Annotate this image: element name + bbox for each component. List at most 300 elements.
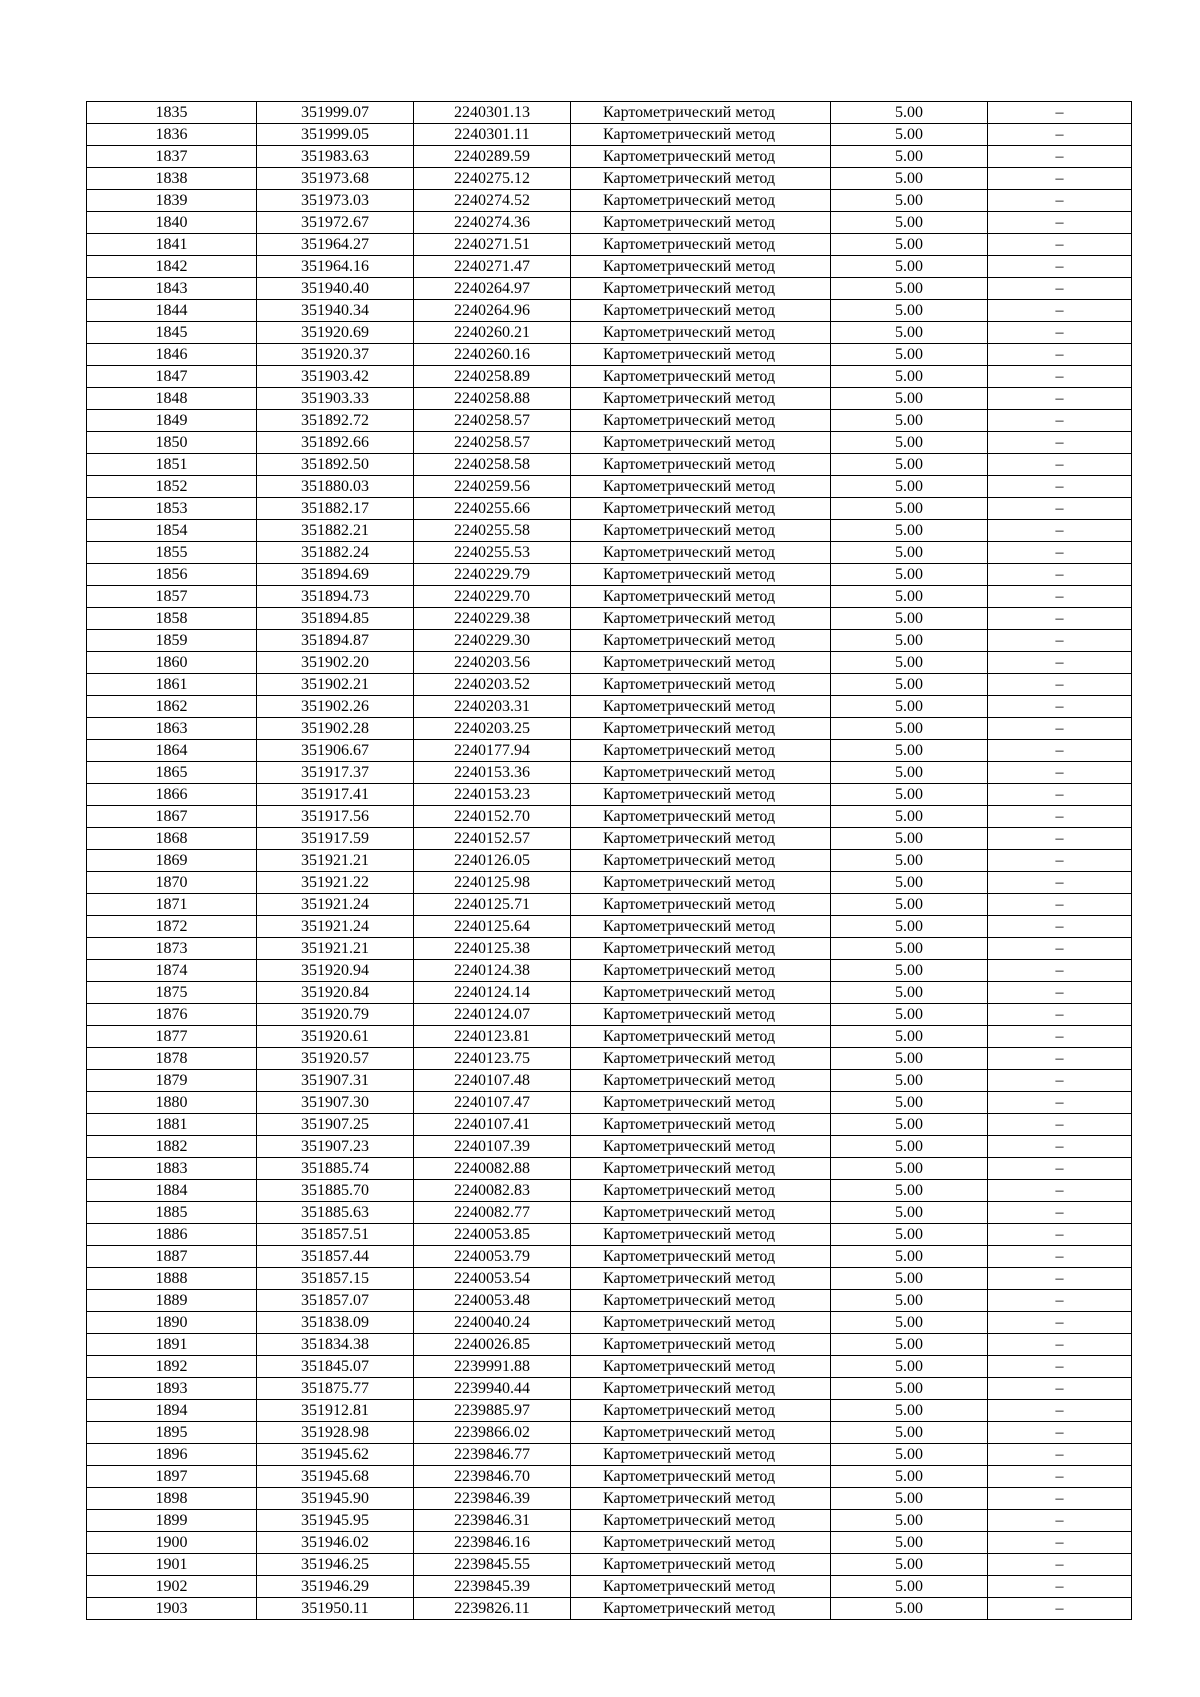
x-coordinate-cell: 351902.28 xyxy=(257,718,414,740)
note-cell: – xyxy=(988,784,1132,806)
table-row xyxy=(87,1356,1132,1378)
table-row xyxy=(87,1114,1132,1136)
y-coordinate-cell: 2240274.52 xyxy=(414,190,571,212)
accuracy-cell: 5.00 xyxy=(831,520,988,542)
x-coordinate-cell: 351894.69 xyxy=(257,564,414,586)
y-coordinate-cell: 2240082.83 xyxy=(414,1180,571,1202)
accuracy-cell: 5.00 xyxy=(831,916,988,938)
x-coordinate-cell: 351845.07 xyxy=(257,1356,414,1378)
method-cell: Картометрический метод xyxy=(571,784,831,806)
table-row xyxy=(87,652,1132,674)
x-coordinate-cell: 351892.72 xyxy=(257,410,414,432)
table-row xyxy=(87,1422,1132,1444)
table-row xyxy=(87,1290,1132,1312)
note-cell: – xyxy=(988,894,1132,916)
x-coordinate-cell: 351857.15 xyxy=(257,1268,414,1290)
accuracy-cell: 5.00 xyxy=(831,1202,988,1224)
point-number-cell: 1885 xyxy=(87,1202,257,1224)
method-cell: Картометрический метод xyxy=(571,1048,831,1070)
note-cell: – xyxy=(988,762,1132,784)
note-cell: – xyxy=(988,1246,1132,1268)
point-number-cell: 1884 xyxy=(87,1180,257,1202)
note-cell: – xyxy=(988,1598,1132,1620)
method-cell: Картометрический метод xyxy=(571,1092,831,1114)
x-coordinate-cell: 351972.67 xyxy=(257,212,414,234)
y-coordinate-cell: 2240203.56 xyxy=(414,652,571,674)
note-cell: – xyxy=(988,322,1132,344)
table-row xyxy=(87,806,1132,828)
point-number-cell: 1857 xyxy=(87,586,257,608)
point-number-cell: 1887 xyxy=(87,1246,257,1268)
accuracy-cell: 5.00 xyxy=(831,454,988,476)
method-cell: Картометрический метод xyxy=(571,234,831,256)
note-cell: – xyxy=(988,542,1132,564)
accuracy-cell: 5.00 xyxy=(831,872,988,894)
note-cell: – xyxy=(988,718,1132,740)
accuracy-cell: 5.00 xyxy=(831,1136,988,1158)
method-cell: Картометрический метод xyxy=(571,1114,831,1136)
y-coordinate-cell: 2240203.52 xyxy=(414,674,571,696)
y-coordinate-cell: 2239846.77 xyxy=(414,1444,571,1466)
note-cell: – xyxy=(988,212,1132,234)
x-coordinate-cell: 351945.95 xyxy=(257,1510,414,1532)
note-cell: – xyxy=(988,586,1132,608)
accuracy-cell: 5.00 xyxy=(831,278,988,300)
accuracy-cell: 5.00 xyxy=(831,1290,988,1312)
coordinates-table xyxy=(86,101,1132,1620)
x-coordinate-cell: 351999.07 xyxy=(257,102,414,124)
y-coordinate-cell: 2239826.11 xyxy=(414,1598,571,1620)
note-cell: – xyxy=(988,168,1132,190)
y-coordinate-cell: 2240125.64 xyxy=(414,916,571,938)
accuracy-cell: 5.00 xyxy=(831,938,988,960)
note-cell: – xyxy=(988,1158,1132,1180)
table-row xyxy=(87,234,1132,256)
method-cell: Картометрический метод xyxy=(571,454,831,476)
point-number-cell: 1894 xyxy=(87,1400,257,1422)
method-cell: Картометрический метод xyxy=(571,1510,831,1532)
note-cell: – xyxy=(988,1268,1132,1290)
table-row xyxy=(87,1598,1132,1620)
table-row xyxy=(87,1532,1132,1554)
x-coordinate-cell: 351946.25 xyxy=(257,1554,414,1576)
y-coordinate-cell: 2240082.88 xyxy=(414,1158,571,1180)
table-row xyxy=(87,1026,1132,1048)
note-cell: – xyxy=(988,1444,1132,1466)
y-coordinate-cell: 2240255.53 xyxy=(414,542,571,564)
accuracy-cell: 5.00 xyxy=(831,652,988,674)
y-coordinate-cell: 2240260.21 xyxy=(414,322,571,344)
x-coordinate-cell: 351917.37 xyxy=(257,762,414,784)
point-number-cell: 1889 xyxy=(87,1290,257,1312)
x-coordinate-cell: 351940.34 xyxy=(257,300,414,322)
x-coordinate-cell: 351892.50 xyxy=(257,454,414,476)
y-coordinate-cell: 2240125.98 xyxy=(414,872,571,894)
y-coordinate-cell: 2240301.13 xyxy=(414,102,571,124)
point-number-cell: 1879 xyxy=(87,1070,257,1092)
table-row xyxy=(87,432,1132,454)
table-row xyxy=(87,828,1132,850)
point-number-cell: 1859 xyxy=(87,630,257,652)
table-row xyxy=(87,1334,1132,1356)
method-cell: Картометрический метод xyxy=(571,1202,831,1224)
point-number-cell: 1848 xyxy=(87,388,257,410)
accuracy-cell: 5.00 xyxy=(831,1554,988,1576)
table-row xyxy=(87,608,1132,630)
point-number-cell: 1860 xyxy=(87,652,257,674)
point-number-cell: 1901 xyxy=(87,1554,257,1576)
point-number-cell: 1868 xyxy=(87,828,257,850)
x-coordinate-cell: 351917.41 xyxy=(257,784,414,806)
note-cell: – xyxy=(988,1202,1132,1224)
accuracy-cell: 5.00 xyxy=(831,366,988,388)
accuracy-cell: 5.00 xyxy=(831,146,988,168)
point-number-cell: 1850 xyxy=(87,432,257,454)
accuracy-cell: 5.00 xyxy=(831,1312,988,1334)
x-coordinate-cell: 351920.61 xyxy=(257,1026,414,1048)
method-cell: Картометрический метод xyxy=(571,256,831,278)
point-number-cell: 1872 xyxy=(87,916,257,938)
note-cell: – xyxy=(988,1004,1132,1026)
x-coordinate-cell: 351921.24 xyxy=(257,916,414,938)
note-cell: – xyxy=(988,850,1132,872)
y-coordinate-cell: 2240053.79 xyxy=(414,1246,571,1268)
y-coordinate-cell: 2240152.57 xyxy=(414,828,571,850)
method-cell: Картометрический метод xyxy=(571,828,831,850)
accuracy-cell: 5.00 xyxy=(831,432,988,454)
y-coordinate-cell: 2239846.39 xyxy=(414,1488,571,1510)
x-coordinate-cell: 351857.51 xyxy=(257,1224,414,1246)
note-cell: – xyxy=(988,872,1132,894)
accuracy-cell: 5.00 xyxy=(831,674,988,696)
x-coordinate-cell: 351894.73 xyxy=(257,586,414,608)
x-coordinate-cell: 351892.66 xyxy=(257,432,414,454)
table-row xyxy=(87,1136,1132,1158)
note-cell: – xyxy=(988,520,1132,542)
x-coordinate-cell: 351921.21 xyxy=(257,850,414,872)
x-coordinate-cell: 351903.33 xyxy=(257,388,414,410)
x-coordinate-cell: 351964.27 xyxy=(257,234,414,256)
point-number-cell: 1853 xyxy=(87,498,257,520)
note-cell: – xyxy=(988,498,1132,520)
accuracy-cell: 5.00 xyxy=(831,784,988,806)
point-number-cell: 1883 xyxy=(87,1158,257,1180)
x-coordinate-cell: 351907.25 xyxy=(257,1114,414,1136)
x-coordinate-cell: 351917.59 xyxy=(257,828,414,850)
y-coordinate-cell: 2240107.48 xyxy=(414,1070,571,1092)
note-cell: – xyxy=(988,1532,1132,1554)
x-coordinate-cell: 351885.74 xyxy=(257,1158,414,1180)
accuracy-cell: 5.00 xyxy=(831,828,988,850)
accuracy-cell: 5.00 xyxy=(831,1422,988,1444)
table-row xyxy=(87,1268,1132,1290)
point-number-cell: 1870 xyxy=(87,872,257,894)
point-number-cell: 1871 xyxy=(87,894,257,916)
accuracy-cell: 5.00 xyxy=(831,124,988,146)
table-row xyxy=(87,894,1132,916)
table-row xyxy=(87,1202,1132,1224)
y-coordinate-cell: 2239866.02 xyxy=(414,1422,571,1444)
method-cell: Картометрический метод xyxy=(571,322,831,344)
accuracy-cell: 5.00 xyxy=(831,740,988,762)
accuracy-cell: 5.00 xyxy=(831,630,988,652)
method-cell: Картометрический метод xyxy=(571,1532,831,1554)
table-row xyxy=(87,1224,1132,1246)
accuracy-cell: 5.00 xyxy=(831,1510,988,1532)
accuracy-cell: 5.00 xyxy=(831,168,988,190)
y-coordinate-cell: 2240264.96 xyxy=(414,300,571,322)
accuracy-cell: 5.00 xyxy=(831,1004,988,1026)
y-coordinate-cell: 2240153.23 xyxy=(414,784,571,806)
table-row xyxy=(87,322,1132,344)
accuracy-cell: 5.00 xyxy=(831,388,988,410)
method-cell: Картометрический метод xyxy=(571,1554,831,1576)
note-cell: – xyxy=(988,388,1132,410)
point-number-cell: 1896 xyxy=(87,1444,257,1466)
table-row xyxy=(87,278,1132,300)
point-number-cell: 1840 xyxy=(87,212,257,234)
accuracy-cell: 5.00 xyxy=(831,806,988,828)
x-coordinate-cell: 351875.77 xyxy=(257,1378,414,1400)
y-coordinate-cell: 2240229.79 xyxy=(414,564,571,586)
table-row xyxy=(87,168,1132,190)
note-cell: – xyxy=(988,1114,1132,1136)
x-coordinate-cell: 351921.22 xyxy=(257,872,414,894)
table-row xyxy=(87,366,1132,388)
table-row xyxy=(87,520,1132,542)
point-number-cell: 1873 xyxy=(87,938,257,960)
y-coordinate-cell: 2240107.47 xyxy=(414,1092,571,1114)
x-coordinate-cell: 351880.03 xyxy=(257,476,414,498)
note-cell: – xyxy=(988,1378,1132,1400)
note-cell: – xyxy=(988,1488,1132,1510)
note-cell: – xyxy=(988,1422,1132,1444)
table-row xyxy=(87,256,1132,278)
y-coordinate-cell: 2240258.88 xyxy=(414,388,571,410)
method-cell: Картометрический метод xyxy=(571,410,831,432)
y-coordinate-cell: 2239845.39 xyxy=(414,1576,571,1598)
method-cell: Картометрический метод xyxy=(571,1334,831,1356)
x-coordinate-cell: 351921.24 xyxy=(257,894,414,916)
y-coordinate-cell: 2239846.31 xyxy=(414,1510,571,1532)
method-cell: Картометрический метод xyxy=(571,762,831,784)
x-coordinate-cell: 351902.20 xyxy=(257,652,414,674)
point-number-cell: 1841 xyxy=(87,234,257,256)
accuracy-cell: 5.00 xyxy=(831,564,988,586)
x-coordinate-cell: 351902.26 xyxy=(257,696,414,718)
method-cell: Картометрический метод xyxy=(571,124,831,146)
y-coordinate-cell: 2240229.30 xyxy=(414,630,571,652)
method-cell: Картометрический метод xyxy=(571,1070,831,1092)
point-number-cell: 1864 xyxy=(87,740,257,762)
point-number-cell: 1858 xyxy=(87,608,257,630)
method-cell: Картометрический метод xyxy=(571,1312,831,1334)
note-cell: – xyxy=(988,410,1132,432)
accuracy-cell: 5.00 xyxy=(831,894,988,916)
accuracy-cell: 5.00 xyxy=(831,1378,988,1400)
table-row xyxy=(87,1004,1132,1026)
y-coordinate-cell: 2240255.58 xyxy=(414,520,571,542)
point-number-cell: 1900 xyxy=(87,1532,257,1554)
y-coordinate-cell: 2240274.36 xyxy=(414,212,571,234)
method-cell: Картометрический метод xyxy=(571,1356,831,1378)
method-cell: Картометрический метод xyxy=(571,1378,831,1400)
method-cell: Картометрический метод xyxy=(571,1466,831,1488)
y-coordinate-cell: 2240259.56 xyxy=(414,476,571,498)
point-number-cell: 1877 xyxy=(87,1026,257,1048)
point-number-cell: 1845 xyxy=(87,322,257,344)
table-row xyxy=(87,1092,1132,1114)
x-coordinate-cell: 351920.94 xyxy=(257,960,414,982)
point-number-cell: 1861 xyxy=(87,674,257,696)
note-cell: – xyxy=(988,740,1132,762)
accuracy-cell: 5.00 xyxy=(831,102,988,124)
point-number-cell: 1851 xyxy=(87,454,257,476)
method-cell: Картометрический метод xyxy=(571,1400,831,1422)
point-number-cell: 1888 xyxy=(87,1268,257,1290)
point-number-cell: 1878 xyxy=(87,1048,257,1070)
point-number-cell: 1874 xyxy=(87,960,257,982)
table-row xyxy=(87,190,1132,212)
x-coordinate-cell: 351945.62 xyxy=(257,1444,414,1466)
point-number-cell: 1867 xyxy=(87,806,257,828)
table-row xyxy=(87,542,1132,564)
note-cell: – xyxy=(988,146,1132,168)
y-coordinate-cell: 2240123.75 xyxy=(414,1048,571,1070)
accuracy-cell: 5.00 xyxy=(831,190,988,212)
point-number-cell: 1899 xyxy=(87,1510,257,1532)
method-cell: Картометрический метод xyxy=(571,388,831,410)
x-coordinate-cell: 351907.31 xyxy=(257,1070,414,1092)
method-cell: Картометрический метод xyxy=(571,564,831,586)
x-coordinate-cell: 351917.56 xyxy=(257,806,414,828)
table-row xyxy=(87,124,1132,146)
x-coordinate-cell: 351945.90 xyxy=(257,1488,414,1510)
y-coordinate-cell: 2240107.41 xyxy=(414,1114,571,1136)
x-coordinate-cell: 351946.02 xyxy=(257,1532,414,1554)
note-cell: – xyxy=(988,608,1132,630)
table-row xyxy=(87,300,1132,322)
note-cell: – xyxy=(988,278,1132,300)
x-coordinate-cell: 351920.79 xyxy=(257,1004,414,1026)
point-number-cell: 1863 xyxy=(87,718,257,740)
point-number-cell: 1882 xyxy=(87,1136,257,1158)
method-cell: Картометрический метод xyxy=(571,190,831,212)
method-cell: Картометрический метод xyxy=(571,938,831,960)
method-cell: Картометрический метод xyxy=(571,1026,831,1048)
x-coordinate-cell: 351928.98 xyxy=(257,1422,414,1444)
point-number-cell: 1835 xyxy=(87,102,257,124)
y-coordinate-cell: 2240275.12 xyxy=(414,168,571,190)
method-cell: Картометрический метод xyxy=(571,1136,831,1158)
y-coordinate-cell: 2240053.54 xyxy=(414,1268,571,1290)
method-cell: Картометрический метод xyxy=(571,542,831,564)
x-coordinate-cell: 351882.17 xyxy=(257,498,414,520)
x-coordinate-cell: 351999.05 xyxy=(257,124,414,146)
accuracy-cell: 5.00 xyxy=(831,1488,988,1510)
accuracy-cell: 5.00 xyxy=(831,1246,988,1268)
point-number-cell: 1843 xyxy=(87,278,257,300)
note-cell: – xyxy=(988,1224,1132,1246)
point-number-cell: 1842 xyxy=(87,256,257,278)
table-row xyxy=(87,388,1132,410)
method-cell: Картометрический метод xyxy=(571,960,831,982)
method-cell: Картометрический метод xyxy=(571,586,831,608)
point-number-cell: 1838 xyxy=(87,168,257,190)
table-row xyxy=(87,960,1132,982)
y-coordinate-cell: 2240126.05 xyxy=(414,850,571,872)
table-row xyxy=(87,1444,1132,1466)
accuracy-cell: 5.00 xyxy=(831,1576,988,1598)
note-cell: – xyxy=(988,1466,1132,1488)
point-number-cell: 1866 xyxy=(87,784,257,806)
method-cell: Картометрический метод xyxy=(571,1268,831,1290)
y-coordinate-cell: 2240177.94 xyxy=(414,740,571,762)
x-coordinate-cell: 351920.37 xyxy=(257,344,414,366)
x-coordinate-cell: 351920.57 xyxy=(257,1048,414,1070)
table-row xyxy=(87,146,1132,168)
x-coordinate-cell: 351920.84 xyxy=(257,982,414,1004)
point-number-cell: 1895 xyxy=(87,1422,257,1444)
accuracy-cell: 5.00 xyxy=(831,1114,988,1136)
accuracy-cell: 5.00 xyxy=(831,608,988,630)
accuracy-cell: 5.00 xyxy=(831,1598,988,1620)
method-cell: Картометрический метод xyxy=(571,278,831,300)
table-row xyxy=(87,586,1132,608)
table-row xyxy=(87,718,1132,740)
note-cell: – xyxy=(988,696,1132,718)
method-cell: Картометрический метод xyxy=(571,1224,831,1246)
point-number-cell: 1886 xyxy=(87,1224,257,1246)
y-coordinate-cell: 2239885.97 xyxy=(414,1400,571,1422)
y-coordinate-cell: 2240152.70 xyxy=(414,806,571,828)
method-cell: Картометрический метод xyxy=(571,850,831,872)
note-cell: – xyxy=(988,828,1132,850)
y-coordinate-cell: 2240053.85 xyxy=(414,1224,571,1246)
table-row xyxy=(87,982,1132,1004)
accuracy-cell: 5.00 xyxy=(831,344,988,366)
x-coordinate-cell: 351946.29 xyxy=(257,1576,414,1598)
note-cell: – xyxy=(988,1576,1132,1598)
accuracy-cell: 5.00 xyxy=(831,256,988,278)
y-coordinate-cell: 2240124.07 xyxy=(414,1004,571,1026)
x-coordinate-cell: 351973.03 xyxy=(257,190,414,212)
note-cell: – xyxy=(988,300,1132,322)
table-row xyxy=(87,476,1132,498)
method-cell: Картометрический метод xyxy=(571,1488,831,1510)
point-number-cell: 1875 xyxy=(87,982,257,1004)
point-number-cell: 1852 xyxy=(87,476,257,498)
note-cell: – xyxy=(988,190,1132,212)
note-cell: – xyxy=(988,674,1132,696)
point-number-cell: 1862 xyxy=(87,696,257,718)
note-cell: – xyxy=(988,652,1132,674)
point-number-cell: 1881 xyxy=(87,1114,257,1136)
point-number-cell: 1876 xyxy=(87,1004,257,1026)
table-row xyxy=(87,454,1132,476)
accuracy-cell: 5.00 xyxy=(831,1334,988,1356)
note-cell: – xyxy=(988,124,1132,146)
point-number-cell: 1856 xyxy=(87,564,257,586)
x-coordinate-cell: 351950.11 xyxy=(257,1598,414,1620)
x-coordinate-cell: 351945.68 xyxy=(257,1466,414,1488)
point-number-cell: 1837 xyxy=(87,146,257,168)
table-row xyxy=(87,740,1132,762)
note-cell: – xyxy=(988,982,1132,1004)
x-coordinate-cell: 351920.69 xyxy=(257,322,414,344)
note-cell: – xyxy=(988,476,1132,498)
point-number-cell: 1847 xyxy=(87,366,257,388)
